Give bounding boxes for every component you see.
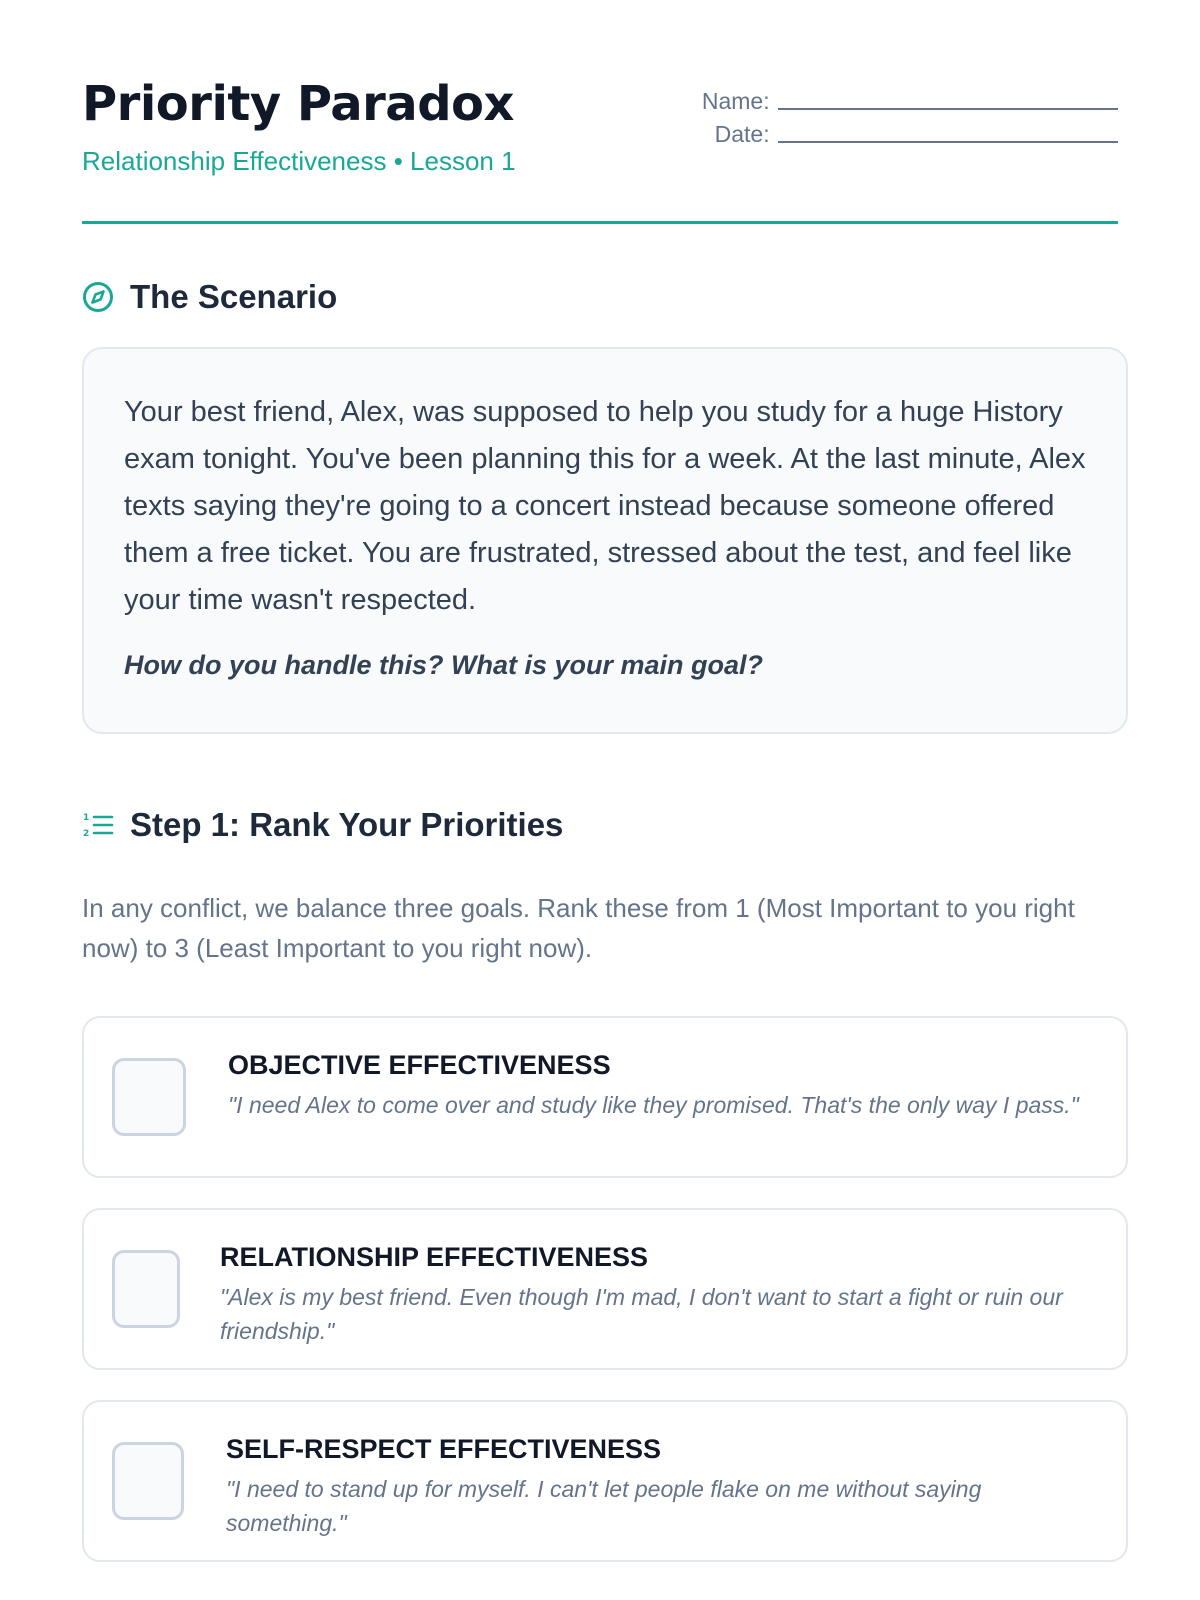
scenario-question: How do you handle this? What is your main goal? [124, 650, 764, 680]
page-title: Priority Paradox [82, 76, 514, 132]
page-subtitle: Relationship Effectiveness • Lesson 1 [82, 146, 516, 176]
rank-input-box[interactable] [112, 1250, 180, 1328]
svg-text:2: 2 [83, 829, 90, 839]
student-fields [688, 82, 1118, 148]
scenario-text: Your best friend, Alex, was supposed to help you study for a huge History exam tonight. You've been planning this for a week. At the last minute, Alex texts saying they're going to a concert instead because someone offered them a free ticket. You are frustrated, stressed about the test, and feel like your time wasn't respected. [124, 396, 1086, 616]
goal-card-self-respect [82, 1400, 1128, 1562]
date-input-line[interactable] [778, 121, 1118, 143]
step1-heading [82, 806, 563, 844]
header [82, 0, 1118, 224]
rank-input-box[interactable] [112, 1058, 186, 1136]
scenario-heading [82, 278, 337, 316]
goal-quote: "Alex is my best friend. Even though I'm mad, I don't want to start a fight or ruin our friendship." [220, 1284, 1063, 1344]
date-label: Date: [714, 121, 770, 147]
goal-quote: "I need to stand up for myself. I can't let people flake on me without saying something." [226, 1476, 982, 1536]
name-label: Name: [701, 88, 770, 114]
rank-input-box[interactable] [112, 1442, 184, 1520]
step1-title: Step 1: Rank Your Priorities [130, 806, 564, 843]
goal-title: OBJECTIVE EFFECTIVENESS [228, 1050, 611, 1080]
numbered-list-icon [82, 809, 114, 841]
scenario-box [82, 347, 1128, 734]
goal-card-relationship [82, 1208, 1128, 1370]
goal-quote: "I need Alex to come over and study like they promised. That's the only way I pass." [228, 1092, 1079, 1118]
name-field [688, 82, 1118, 115]
date-field [688, 115, 1118, 148]
name-input-line[interactable] [778, 88, 1118, 110]
goal-title: RELATIONSHIP EFFECTIVENESS [220, 1242, 649, 1272]
compass-icon [82, 281, 114, 313]
svg-text:1: 1 [83, 813, 90, 823]
scenario-title: The Scenario [130, 278, 338, 315]
goal-card-objective [82, 1016, 1128, 1178]
step1-intro: In any conflict, we balance three goals. Rank these from 1 (Most Important to you right now) to 3 (Least Important to you right now). [82, 893, 1075, 963]
goal-title: SELF-RESPECT EFFECTIVENESS [226, 1434, 662, 1464]
